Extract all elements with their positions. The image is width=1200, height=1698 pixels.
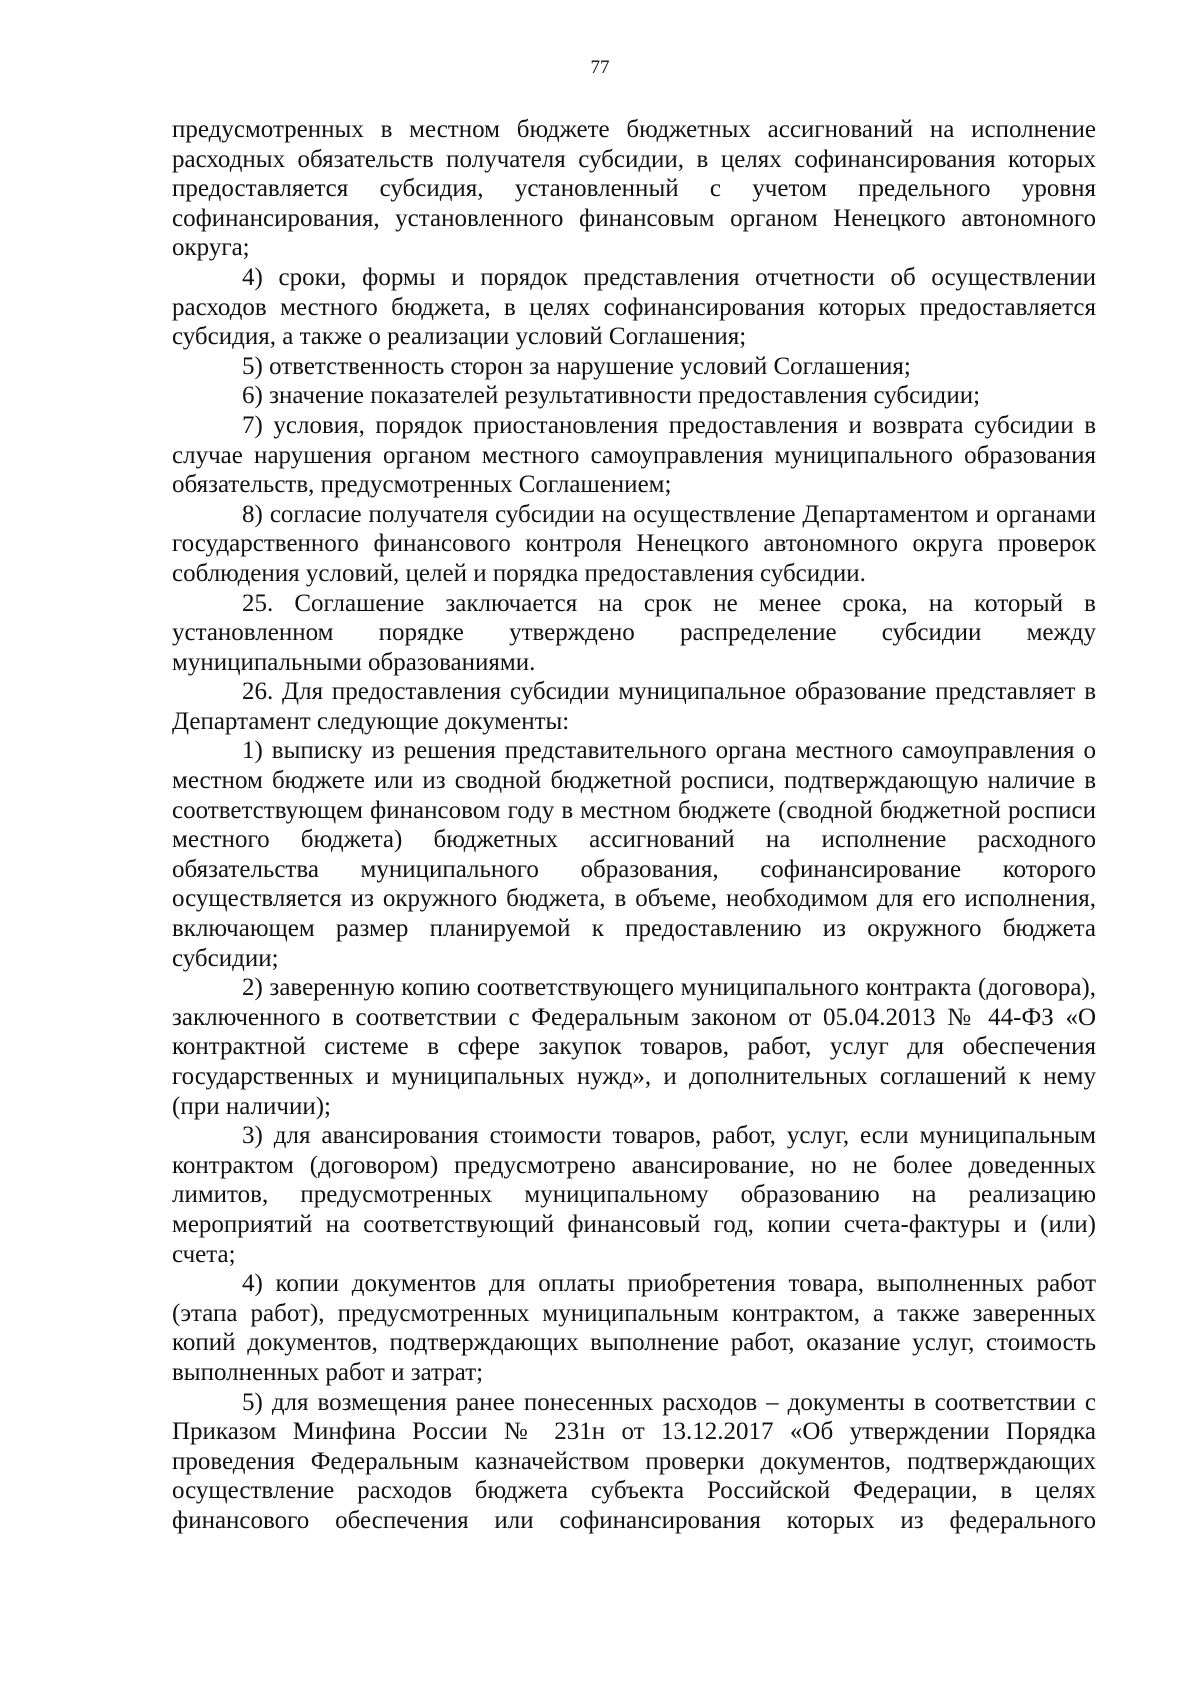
- paragraph-item-4: 4) сроки, формы и порядок представления отчетности об осуществлении расходов местного бюджета, в целях софинансирования которых предоставляется субсидия, а также о реализации условий Соглашения;: [172, 263, 1096, 351]
- paragraph-item-6: 6) значение показателей результативности предоставления субсидии;: [242, 382, 981, 410]
- paragraph-doc-3: 3) для авансирования стоимости товаров, работ, услуг, если муниципальным контрактом (договором) предусмотрено авансирование, но не более доведенных лимитов, предусмотренных муниципальному образованию на реализацию мероприятий на соответствующий финансовый год, копии счета-фактуры и (или) счета;: [172, 1122, 1096, 1268]
- document-body: [172, 115, 1096, 1536]
- page-number: 77: [590, 57, 610, 78]
- paragraph-clause-25: 25. Соглашение заключается на срок не менее срока, на который в установленном порядке утверждено распределение субсидии между муниципальными образованиями.: [172, 589, 1096, 676]
- paragraph-doc-1: 1) выписку из решения представительного органа местного самоуправления о местном бюджете или из сводной бюджетной росписи, подтверждающую наличие в соответствующем финансовом году в местном бюджете (сводной бюджетной росписи местного бюджета) бюджетных ассигнований на исполнение расходного обязательства муниципального образования, софинансирование которого осуществляется из окружного бюджета, в объеме, необходимом для его исполнения, включающем размер планируемой к предоставлению из окружного бюджета субсидии;: [172, 737, 1096, 972]
- paragraph-item-5: 5) ответственность сторон за нарушение условий Соглашения;: [242, 352, 911, 380]
- paragraph-item-8: 8) согласие получателя субсидии на осуществление Департаментом и органами государственного финансового контроля Ненецкого автономного округа проверок соблюдения условий, целей и порядка предоставления субсидии.: [172, 500, 1096, 587]
- paragraph-item-7: 7) условия, порядок приостановления предоставления и возврата субсидии в случае нарушения органом местного самоуправления муниципального образования обязательств, предусмотренных Соглашением;: [172, 411, 1096, 499]
- paragraph-clause-26: 26. Для предоставления субсидии муниципальное образование представляет в Департамент следующие документы:: [172, 678, 1096, 735]
- paragraph-doc-5: 5) для возмещения ранее понесенных расходов – документы в соответствии с Приказом Минфина России № 231н от 13.12.2017 «Об утверждении Порядка проведения Федеральным казначейством проверки документов, подтверждающих осуществление расходов бюджета субъекта Российской Федерации, в целях финансового обеспечения или софинансирования которых из федерального: [172, 1388, 1096, 1534]
- paragraph-continuation: предусмотренных в местном бюджете бюджетных ассигнований на исполнение расходных обязательств получателя субсидии, в целях софинансирования которых предоставляется субсидия, установленный с учетом предельного уровня софинансирования, установленного финансовым органом Ненецкого автономного округа;: [172, 116, 1096, 262]
- paragraph-doc-2: 2) заверенную копию соответствующего муниципального контракта (договора), заключенного в соответствии с Федеральным законом от 05.04.2013 № 44-ФЗ «О контрактной системе в сфере закупок товаров, работ, услуг для обеспечения государственных и муниципальных нужд», и дополнительных соглашений к нему (при наличии);: [172, 974, 1096, 1120]
- paragraph-doc-4: 4) копии документов для оплаты приобретения товара, выполненных работ (этапа работ), предусмотренных муниципальным контрактом, а также заверенных копий документов, подтверждающих выполнение работ, оказание услуг, стоимость выполненных работ и затрат;: [172, 1270, 1096, 1386]
